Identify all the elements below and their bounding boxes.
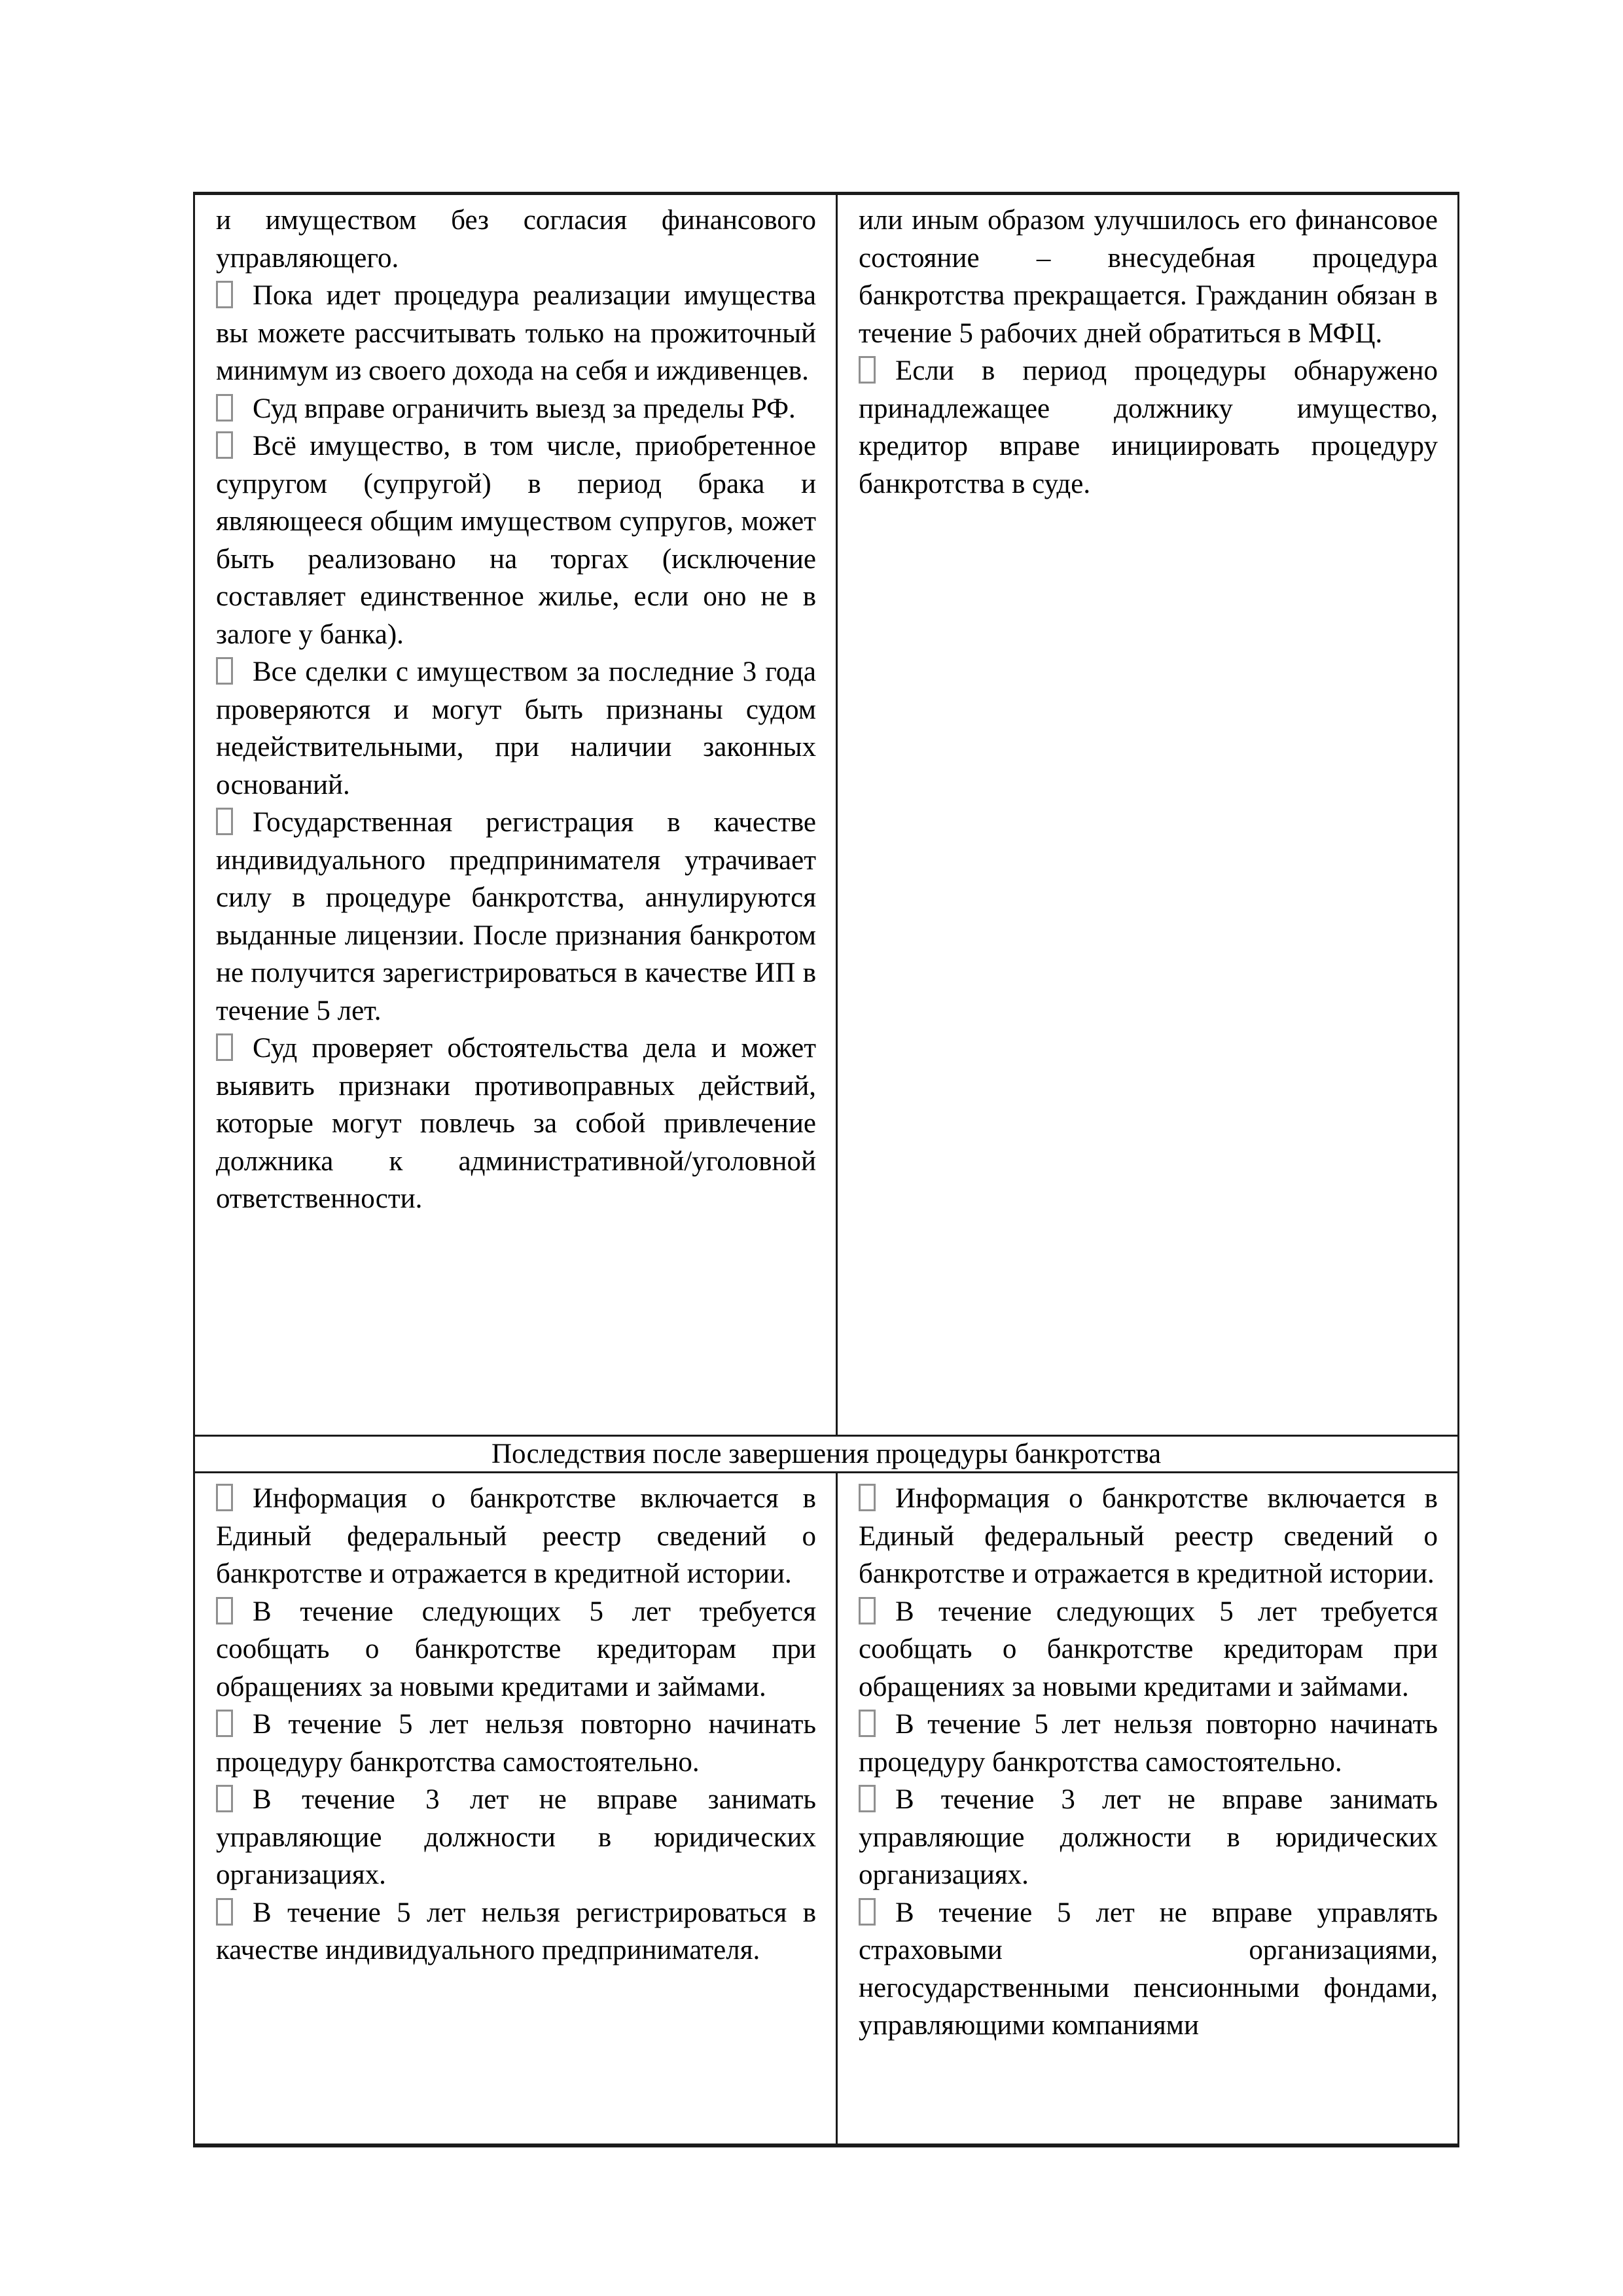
paragraph: Пока идет процедура реализации имущества вы можете рассчитывать только на прожиточный минимум из своего дохода на себя и иждивенцев.	[216, 280, 816, 386]
checkbox-bullet-icon	[859, 356, 876, 384]
checkbox-bullet-icon	[216, 1484, 233, 1511]
paragraph: В течение следующих 5 лет требуется сообщать о банкротстве кредиторам при обращениях за новыми кредитами и займами.	[859, 1596, 1438, 1702]
paragraph: или иным образом улучшилось его финансовое состояние – внесудебная процедура банкротства прекращается. Гражданин обязан в течение 5 рабочих дней обратиться в МФЦ.	[859, 205, 1438, 349]
checkbox-bullet-icon	[216, 1898, 233, 1926]
checkbox-bullet-icon	[216, 394, 233, 422]
paragraph: В течение 5 лет нельзя регистрироваться в качестве индивидуального предпринимателя.	[216, 1897, 816, 1965]
table-row-after-procedure	[195, 1473, 1457, 2144]
paragraph: Государственная регистрация в качестве индивидуального предпринимателя утрачивает силу в процедуре банкротства, аннулируются выданные лицензии. После признания банкротом не получится зарегистрироваться в качестве ИП в течение 5 лет.	[216, 807, 816, 1026]
paragraph: Информация о банкротстве включается в Единый федеральный реестр сведений о банкротстве и отражается в кредитной истории.	[216, 1483, 816, 1589]
checkbox-bullet-icon	[859, 1898, 876, 1926]
checkbox-bullet-icon	[216, 431, 233, 459]
checkbox-bullet-icon	[859, 1785, 876, 1812]
checkbox-bullet-icon	[859, 1484, 876, 1511]
paragraph: и имуществом без согласия финансового управляющего.	[216, 205, 816, 274]
section-header-row	[195, 1437, 1457, 1473]
checkbox-bullet-icon	[216, 1597, 233, 1624]
paragraph: В течение 3 лет не вправе занимать управляющие должности в юридических организациях.	[859, 1784, 1438, 1890]
paragraph: В течение 5 лет не вправе управлять страховыми организациями, негосударственными пенсионными фондами, управляющими компаниями	[859, 1897, 1438, 2041]
cell-after-right	[838, 1473, 1457, 2144]
paragraph: Если в период процедуры обнаружено принадлежащее должнику имущество, кредитор вправе инициировать процедуру банкротства в суде.	[859, 355, 1438, 499]
cell-during-right	[838, 195, 1457, 1435]
checkbox-bullet-icon	[216, 808, 233, 835]
bankruptcy-consequences-table	[193, 192, 1459, 2147]
checkbox-bullet-icon	[216, 657, 233, 685]
paragraph: Всё имущество, в том числе, приобретенное супругом (супругой) в период брака и являющееся общим имуществом супругов, может быть реализовано на торгах (исключение составляет единственное жилье, если оно не в залоге у банка).	[216, 431, 816, 650]
checkbox-bullet-icon	[216, 1710, 233, 1737]
paragraph: В течение следующих 5 лет требуется сообщать о банкротстве кредиторам при обращениях за новыми кредитами и займами.	[216, 1596, 816, 1702]
checkbox-bullet-icon	[859, 1710, 876, 1737]
checkbox-bullet-icon	[859, 1597, 876, 1624]
paragraph: В течение 5 лет нельзя повторно начинать процедуру банкротства самостоятельно.	[859, 1709, 1438, 1778]
paragraph: В течение 3 лет не вправе занимать управляющие должности в юридических организациях.	[216, 1784, 816, 1890]
checkbox-bullet-icon	[216, 1785, 233, 1812]
checkbox-bullet-icon	[216, 281, 233, 308]
section-header-title: Последствия после завершения процедуры банкротства	[491, 1438, 1162, 1469]
cell-during-left	[195, 195, 838, 1435]
paragraph: Все сделки с имуществом за последние 3 года проверяются и могут быть признаны судом недействительными, при наличии законных оснований.	[216, 656, 816, 800]
paragraph: Суд проверяет обстоятельства дела и может выявить признаки противоправных действий, которые могут повлечь за собой привлечение должника к административной/уголовной ответственности.	[216, 1033, 816, 1214]
paragraph: Суд вправе ограничить выезд за пределы РФ.	[216, 390, 816, 428]
paragraph: В течение 5 лет нельзя повторно начинать процедуру банкротства самостоятельно.	[216, 1709, 816, 1778]
cell-after-left	[195, 1473, 838, 2144]
paragraph: Информация о банкротстве включается в Единый федеральный реестр сведений о банкротстве и отражается в кредитной истории.	[859, 1483, 1438, 1589]
table-row-during-procedure	[195, 195, 1457, 1437]
checkbox-bullet-icon	[216, 1033, 233, 1061]
